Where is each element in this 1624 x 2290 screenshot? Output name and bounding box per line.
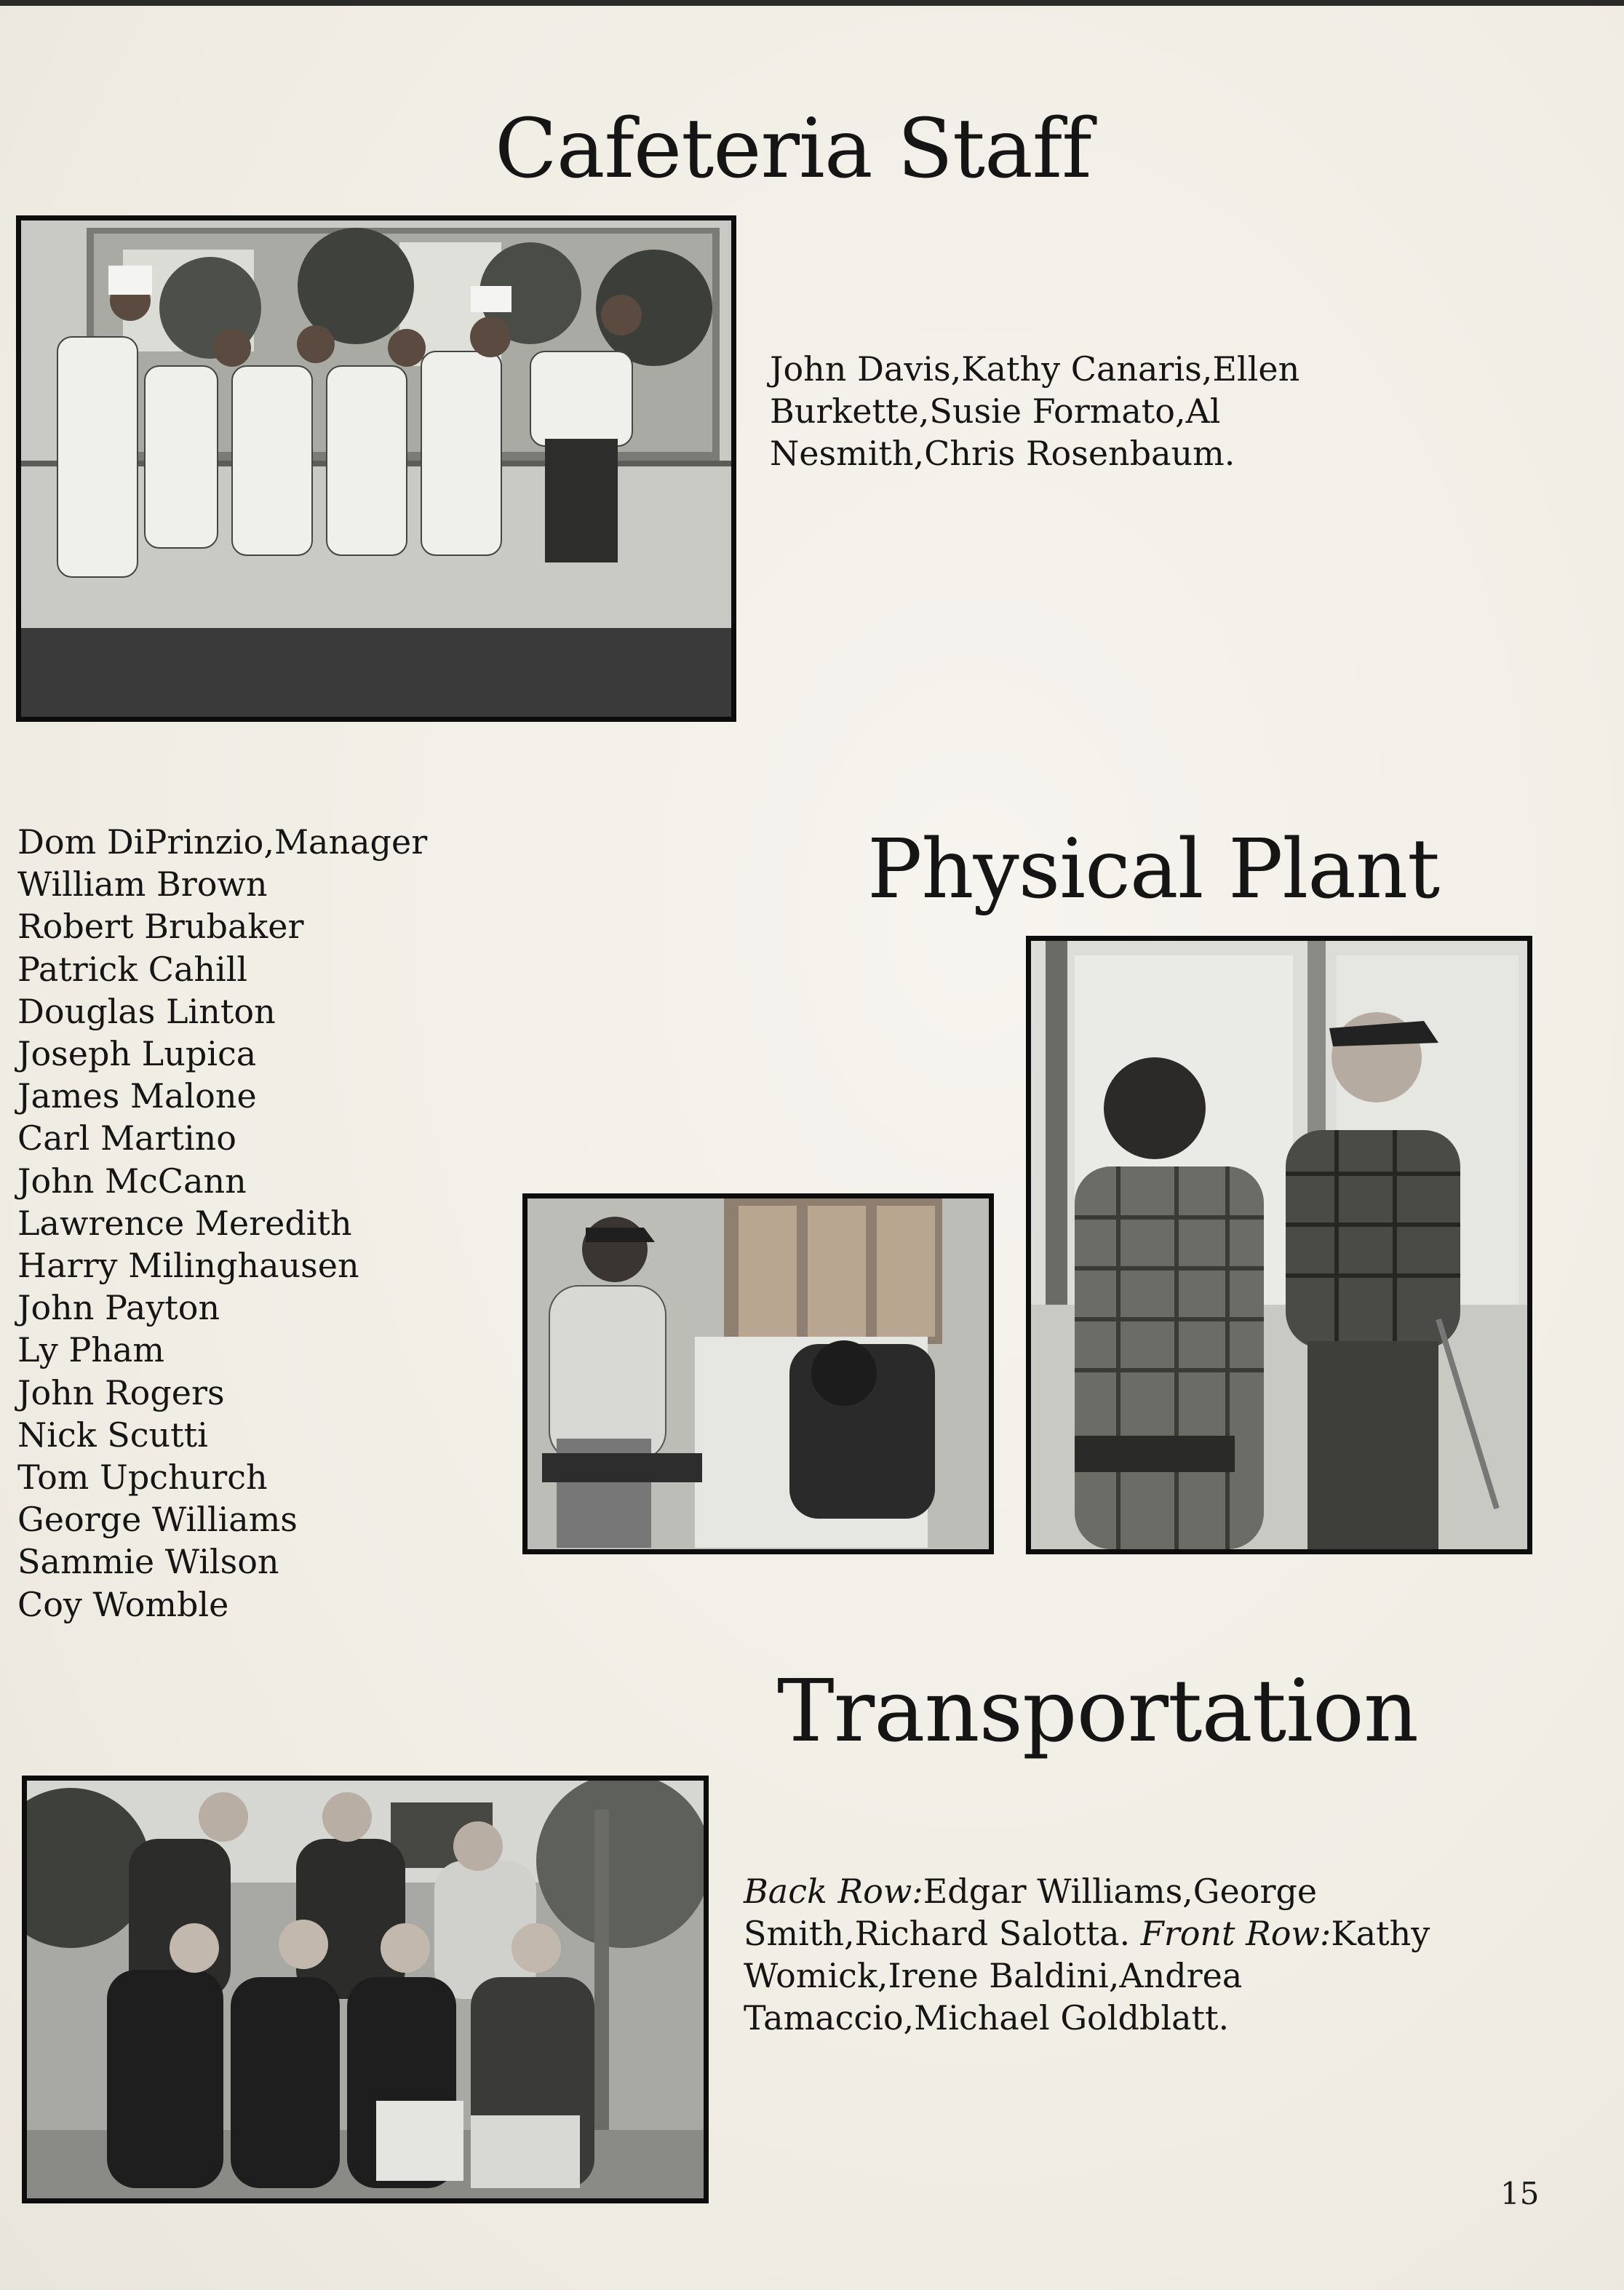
roster-item: Robert Brubaker xyxy=(17,907,304,947)
front-row-label: Front Row: xyxy=(1140,1914,1332,1953)
back-row-label: Back Row: xyxy=(744,1872,923,1911)
physical-plant-roster xyxy=(17,821,427,1626)
physical-plant-title: Physical Plant xyxy=(867,822,1440,917)
roster-item: Joseph Lupica xyxy=(17,1034,257,1074)
roster-item: Nick Scutti xyxy=(17,1415,208,1455)
transportation-caption xyxy=(744,1870,1471,2039)
roster-item: Dom DiPrinzio,Manager xyxy=(17,822,428,862)
roster-item: Ly Pham xyxy=(17,1330,164,1370)
front-row-names: Kathy Womick,Irene Baldini,Andrea Tamaccio,Michael Goldblatt. xyxy=(744,1914,1430,2037)
roster-item: Sammie Wilson xyxy=(17,1542,279,1582)
physical-plant-photo-workers xyxy=(522,1193,994,1554)
cafeteria-title: Cafeteria Staff xyxy=(495,102,1091,196)
back-row-names: Edgar Williams,George Smith,Richard Salotta. xyxy=(744,1872,1318,1953)
roster-item: Carl Martino xyxy=(17,1118,236,1158)
transportation-staff-photo xyxy=(22,1776,709,2203)
roster-item: George Williams xyxy=(17,1500,298,1540)
roster-item: Tom Upchurch xyxy=(17,1458,268,1498)
cafeteria-caption: John Davis,Kathy Canaris,Ellen Burkette,Susie Formato,Al Nesmith,Chris Rosenbaum. xyxy=(770,349,1300,473)
top-rule xyxy=(0,0,1624,6)
roster-item: William Brown xyxy=(17,864,268,905)
page-number: 15 xyxy=(1500,2176,1540,2211)
roster-item: John McCann xyxy=(17,1161,247,1201)
roster-item: Lawrence Meredith xyxy=(17,1203,352,1243)
roster-item: John Rogers xyxy=(17,1372,225,1412)
physical-plant-photo-men xyxy=(1026,936,1532,1554)
roster-item: James Malone xyxy=(17,1076,257,1116)
transportation-title: Transportation xyxy=(777,1661,1418,1761)
roster-item: Patrick Cahill xyxy=(17,949,248,989)
roster-item: Harry Milinghausen xyxy=(17,1246,359,1286)
cafeteria-staff-photo xyxy=(16,215,736,722)
roster-item: John Payton xyxy=(17,1288,220,1328)
roster-item: Coy Womble xyxy=(17,1584,229,1624)
roster-item: Douglas Linton xyxy=(17,991,276,1031)
